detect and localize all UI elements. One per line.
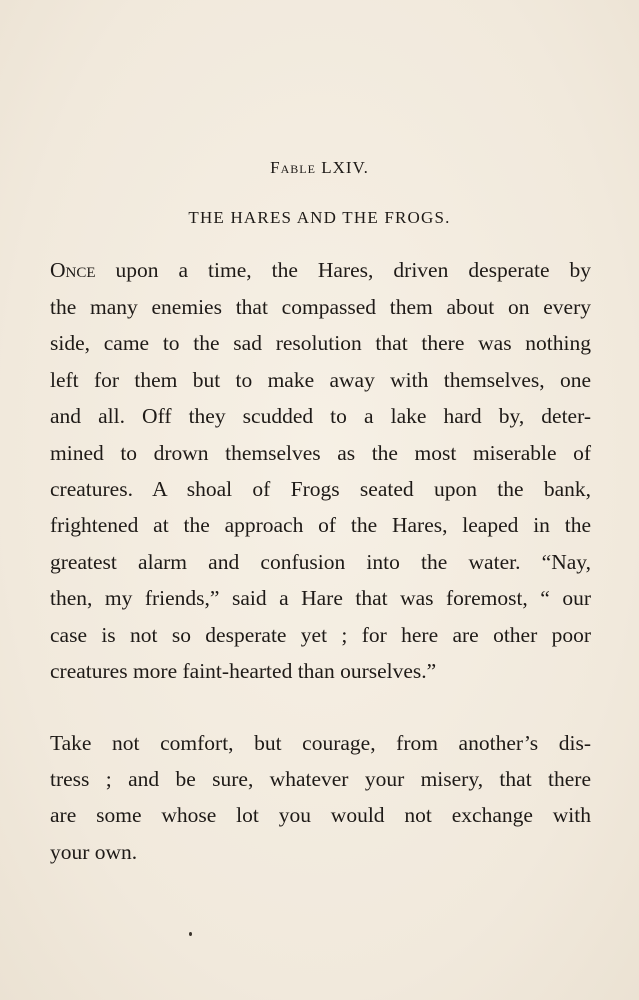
body-line-3: side, came to the sad resolution that there was nothing xyxy=(50,331,591,355)
moral-line-1: Take not comfort, but courage, from another’s dis- xyxy=(50,731,591,755)
lead-word: Once xyxy=(50,258,96,282)
body-line-7: creatures. A shoal of Frogs seated upon the bank, xyxy=(50,477,591,501)
fable-roman-numeral: LXIV. xyxy=(321,158,369,177)
body-line-11: case is not so desperate yet ; for here are other poor xyxy=(50,623,591,647)
body-line-6: mined to drown themselves as the most miserable of xyxy=(50,441,591,465)
body-line-8: frightened at the approach of the Hares, leaped in the xyxy=(50,513,591,537)
body-line-10: then, my friends,” said a Hare that was foremost, “ our xyxy=(50,586,591,610)
fable-title: THE HARES AND THE FROGS. xyxy=(188,208,451,227)
body-line-12: creatures more faint-hearted than ourselves.” xyxy=(50,659,437,683)
body-line-1 xyxy=(50,257,591,283)
ink-speck xyxy=(189,932,192,936)
moral-line-2: tress ; and be sure, whatever your misery, that there xyxy=(50,767,591,791)
body-line-5: and all. Off they scudded to a lake hard by, deter- xyxy=(50,404,591,428)
fable-label: Fable xyxy=(270,158,316,177)
body-line-text: upon a time, the Hares, driven desperate by xyxy=(95,258,591,282)
fable-number-heading xyxy=(0,158,639,178)
body-line-2: the many enemies that compassed them about on every xyxy=(50,295,591,319)
moral-line-3: are some whose lot you would not exchange with xyxy=(50,803,591,827)
moral-line-4: your own. xyxy=(50,840,138,864)
body-line-4: left for them but to make away with themselves, one xyxy=(50,368,591,392)
body-line-9: greatest alarm and confusion into the water. “Nay, xyxy=(50,550,591,574)
